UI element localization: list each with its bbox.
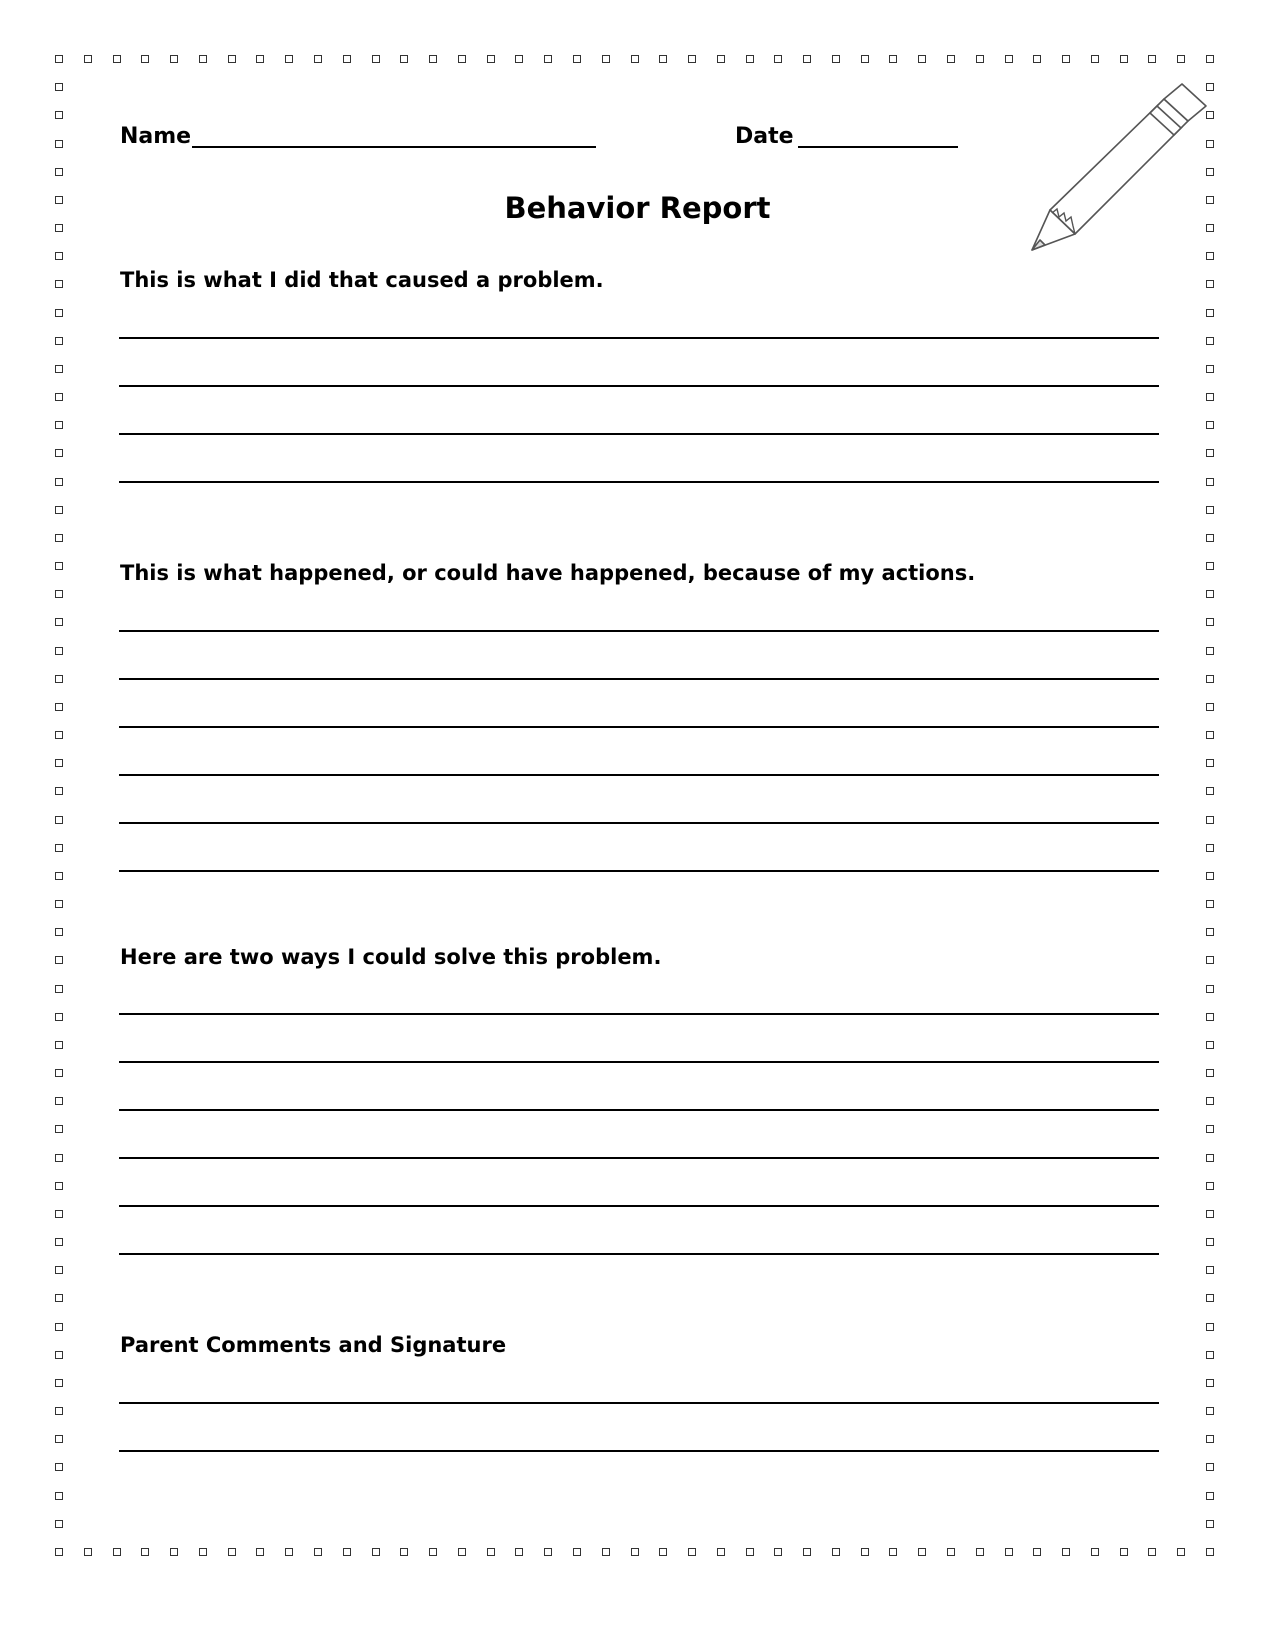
border-square bbox=[602, 1548, 610, 1556]
border-square bbox=[55, 224, 63, 232]
page-title: Behavior Report bbox=[504, 191, 771, 225]
border-square bbox=[55, 618, 63, 626]
border-square bbox=[659, 55, 667, 63]
writing-line[interactable] bbox=[119, 481, 1159, 483]
border-square bbox=[803, 1548, 811, 1556]
border-square bbox=[832, 1548, 840, 1556]
border-square bbox=[717, 55, 725, 63]
writing-line[interactable] bbox=[119, 726, 1159, 728]
date-blank-line[interactable] bbox=[798, 146, 958, 148]
border-square bbox=[918, 1548, 926, 1556]
border-square bbox=[602, 55, 610, 63]
border-square bbox=[1206, 1013, 1214, 1021]
border-square bbox=[55, 140, 63, 148]
border-square bbox=[1206, 985, 1214, 993]
border-square bbox=[1206, 928, 1214, 936]
border-square bbox=[774, 1548, 782, 1556]
name-blank-line[interactable] bbox=[192, 146, 596, 148]
border-square bbox=[55, 1351, 63, 1359]
border-square bbox=[1206, 1210, 1214, 1218]
border-square bbox=[55, 1294, 63, 1302]
writing-line[interactable] bbox=[119, 870, 1159, 872]
border-square bbox=[256, 55, 264, 63]
border-square bbox=[717, 1548, 725, 1556]
border-square bbox=[1206, 759, 1214, 767]
border-square bbox=[55, 1266, 63, 1274]
border-square bbox=[141, 55, 149, 63]
border-square bbox=[1148, 55, 1156, 63]
border-square bbox=[55, 872, 63, 880]
writing-line[interactable] bbox=[119, 1450, 1159, 1452]
border-square bbox=[458, 55, 466, 63]
border-square bbox=[947, 55, 955, 63]
border-square bbox=[55, 365, 63, 373]
border-square bbox=[314, 1548, 322, 1556]
border-square bbox=[55, 1097, 63, 1105]
border-square bbox=[1206, 365, 1214, 373]
border-square bbox=[400, 55, 408, 63]
writing-line[interactable] bbox=[119, 678, 1159, 680]
border-square bbox=[55, 55, 63, 63]
border-square bbox=[861, 1548, 869, 1556]
border-square bbox=[55, 393, 63, 401]
border-square bbox=[55, 928, 63, 936]
border-square bbox=[631, 55, 639, 63]
border-square bbox=[314, 55, 322, 63]
border-square bbox=[55, 421, 63, 429]
border-square bbox=[372, 1548, 380, 1556]
border-square bbox=[55, 168, 63, 176]
border-square bbox=[1206, 1379, 1214, 1387]
border-square bbox=[55, 1463, 63, 1471]
border-square bbox=[55, 1435, 63, 1443]
border-square bbox=[487, 55, 495, 63]
border-square bbox=[55, 1492, 63, 1500]
border-square bbox=[1206, 590, 1214, 598]
border-square bbox=[544, 1548, 552, 1556]
border-square bbox=[1206, 787, 1214, 795]
border-square bbox=[1005, 55, 1013, 63]
border-square bbox=[1206, 1182, 1214, 1190]
writing-line[interactable] bbox=[119, 433, 1159, 435]
border-square bbox=[55, 703, 63, 711]
border-square bbox=[1206, 1294, 1214, 1302]
border-square bbox=[55, 647, 63, 655]
border-square bbox=[55, 1379, 63, 1387]
border-square bbox=[55, 956, 63, 964]
border-square bbox=[1177, 55, 1185, 63]
border-square bbox=[113, 1548, 121, 1556]
border-square bbox=[170, 55, 178, 63]
border-square bbox=[861, 55, 869, 63]
border-square bbox=[113, 55, 121, 63]
border-square bbox=[55, 1069, 63, 1077]
border-square bbox=[1206, 675, 1214, 683]
border-square bbox=[1091, 55, 1099, 63]
border-square bbox=[688, 1548, 696, 1556]
border-square bbox=[1206, 337, 1214, 345]
border-square bbox=[976, 1548, 984, 1556]
border-square bbox=[343, 1548, 351, 1556]
border-square bbox=[343, 55, 351, 63]
border-square bbox=[55, 111, 63, 119]
border-square bbox=[55, 1407, 63, 1415]
border-square bbox=[515, 55, 523, 63]
border-square bbox=[631, 1548, 639, 1556]
border-square bbox=[400, 1548, 408, 1556]
border-square bbox=[55, 337, 63, 345]
border-square bbox=[1206, 956, 1214, 964]
border-square bbox=[1033, 1548, 1041, 1556]
border-square bbox=[458, 1548, 466, 1556]
border-square bbox=[1206, 449, 1214, 457]
border-square bbox=[1033, 55, 1041, 63]
border-square bbox=[1206, 1069, 1214, 1077]
border-square bbox=[55, 675, 63, 683]
border-square bbox=[55, 252, 63, 260]
border-square bbox=[1206, 280, 1214, 288]
border-square bbox=[170, 1548, 178, 1556]
border-square bbox=[55, 1125, 63, 1133]
border-square bbox=[1206, 506, 1214, 514]
border-square bbox=[1206, 1351, 1214, 1359]
border-square bbox=[515, 1548, 523, 1556]
border-square bbox=[1206, 1520, 1214, 1528]
border-square bbox=[487, 1548, 495, 1556]
border-square bbox=[947, 1548, 955, 1556]
border-square bbox=[1206, 55, 1214, 63]
border-square bbox=[1120, 1548, 1128, 1556]
border-square bbox=[976, 55, 984, 63]
border-square bbox=[1206, 562, 1214, 570]
section-prompt-consequences: This is what happened, or could have happened, because of my actions. bbox=[120, 561, 976, 585]
border-square bbox=[55, 844, 63, 852]
border-square bbox=[256, 1548, 264, 1556]
border-square bbox=[1206, 1097, 1214, 1105]
writing-line[interactable] bbox=[119, 822, 1159, 824]
border-square bbox=[55, 1182, 63, 1190]
border-square bbox=[55, 1041, 63, 1049]
border-square bbox=[1206, 1492, 1214, 1500]
border-square bbox=[1206, 1463, 1214, 1471]
border-square bbox=[688, 55, 696, 63]
border-square bbox=[1206, 1435, 1214, 1443]
border-square bbox=[84, 1548, 92, 1556]
border-square bbox=[746, 55, 754, 63]
writing-line[interactable] bbox=[119, 1157, 1159, 1159]
border-square bbox=[1206, 534, 1214, 542]
border-square bbox=[199, 55, 207, 63]
border-square bbox=[429, 1548, 437, 1556]
border-square bbox=[1206, 844, 1214, 852]
border-square bbox=[55, 562, 63, 570]
date-label: Date bbox=[735, 124, 794, 149]
border-square bbox=[774, 55, 782, 63]
border-square bbox=[832, 55, 840, 63]
writing-line[interactable] bbox=[119, 385, 1159, 387]
writing-line[interactable] bbox=[119, 630, 1159, 632]
border-square bbox=[889, 55, 897, 63]
border-square bbox=[55, 1013, 63, 1021]
border-square bbox=[1206, 421, 1214, 429]
writing-line[interactable] bbox=[119, 1109, 1159, 1111]
border-square bbox=[228, 1548, 236, 1556]
border-square bbox=[55, 1520, 63, 1528]
writing-line[interactable] bbox=[119, 337, 1159, 339]
border-square bbox=[228, 55, 236, 63]
border-square bbox=[55, 787, 63, 795]
border-square bbox=[1206, 478, 1214, 486]
name-field[interactable] bbox=[120, 124, 600, 150]
border-square bbox=[55, 1548, 63, 1556]
border-square bbox=[429, 55, 437, 63]
border-square bbox=[1177, 1548, 1185, 1556]
border-square bbox=[1206, 1125, 1214, 1133]
border-square bbox=[1206, 872, 1214, 880]
border-square bbox=[1206, 731, 1214, 739]
border-square bbox=[889, 1548, 897, 1556]
border-square bbox=[55, 590, 63, 598]
border-square bbox=[1206, 618, 1214, 626]
border-square bbox=[55, 83, 63, 91]
border-square bbox=[285, 1548, 293, 1556]
section-prompt-solutions: Here are two ways I could solve this problem. bbox=[120, 945, 662, 969]
border-square bbox=[1062, 1548, 1070, 1556]
border-square bbox=[1206, 1154, 1214, 1162]
border-square bbox=[1120, 55, 1128, 63]
date-field[interactable] bbox=[735, 124, 960, 150]
border-square bbox=[659, 1548, 667, 1556]
border-square bbox=[573, 55, 581, 63]
writing-line[interactable] bbox=[119, 774, 1159, 776]
border-square bbox=[1062, 55, 1070, 63]
border-square bbox=[1206, 816, 1214, 824]
border-square bbox=[55, 449, 63, 457]
border-square bbox=[285, 55, 293, 63]
writing-line[interactable] bbox=[119, 1205, 1159, 1207]
writing-line[interactable] bbox=[119, 1061, 1159, 1063]
name-label: Name bbox=[120, 124, 192, 149]
border-square bbox=[1206, 900, 1214, 908]
border-square bbox=[1206, 309, 1214, 317]
border-square bbox=[1148, 1548, 1156, 1556]
border-square bbox=[55, 1154, 63, 1162]
border-square bbox=[141, 1548, 149, 1556]
border-square bbox=[803, 55, 811, 63]
border-square bbox=[1091, 1548, 1099, 1556]
border-square bbox=[55, 280, 63, 288]
border-square bbox=[55, 900, 63, 908]
border-square bbox=[55, 506, 63, 514]
border-square bbox=[55, 731, 63, 739]
border-square bbox=[55, 309, 63, 317]
border-square bbox=[55, 816, 63, 824]
border-square bbox=[1005, 1548, 1013, 1556]
border-square bbox=[55, 759, 63, 767]
section-prompt-problem: This is what I did that caused a problem. bbox=[120, 268, 604, 292]
writing-line[interactable] bbox=[119, 1402, 1159, 1404]
writing-line[interactable] bbox=[119, 1253, 1159, 1255]
pencil-icon bbox=[1030, 80, 1210, 270]
writing-line[interactable] bbox=[119, 1013, 1159, 1015]
border-square bbox=[55, 1323, 63, 1331]
border-square bbox=[1206, 647, 1214, 655]
border-square bbox=[55, 534, 63, 542]
border-square bbox=[573, 1548, 581, 1556]
border-square bbox=[1206, 1407, 1214, 1415]
border-square bbox=[1206, 703, 1214, 711]
border-square bbox=[55, 1210, 63, 1218]
border-square bbox=[1206, 1041, 1214, 1049]
border-square bbox=[1206, 1238, 1214, 1246]
border-square bbox=[918, 55, 926, 63]
border-square bbox=[55, 1238, 63, 1246]
border-square bbox=[55, 985, 63, 993]
border-square bbox=[1206, 1323, 1214, 1331]
border-square bbox=[1206, 1548, 1214, 1556]
border-square bbox=[372, 55, 380, 63]
border-square bbox=[544, 55, 552, 63]
border-square bbox=[746, 1548, 754, 1556]
border-square bbox=[1206, 393, 1214, 401]
section-prompt-parent-comments: Parent Comments and Signature bbox=[120, 1333, 507, 1357]
border-square bbox=[55, 478, 63, 486]
border-square bbox=[1206, 1266, 1214, 1274]
border-square bbox=[199, 1548, 207, 1556]
border-square bbox=[84, 55, 92, 63]
